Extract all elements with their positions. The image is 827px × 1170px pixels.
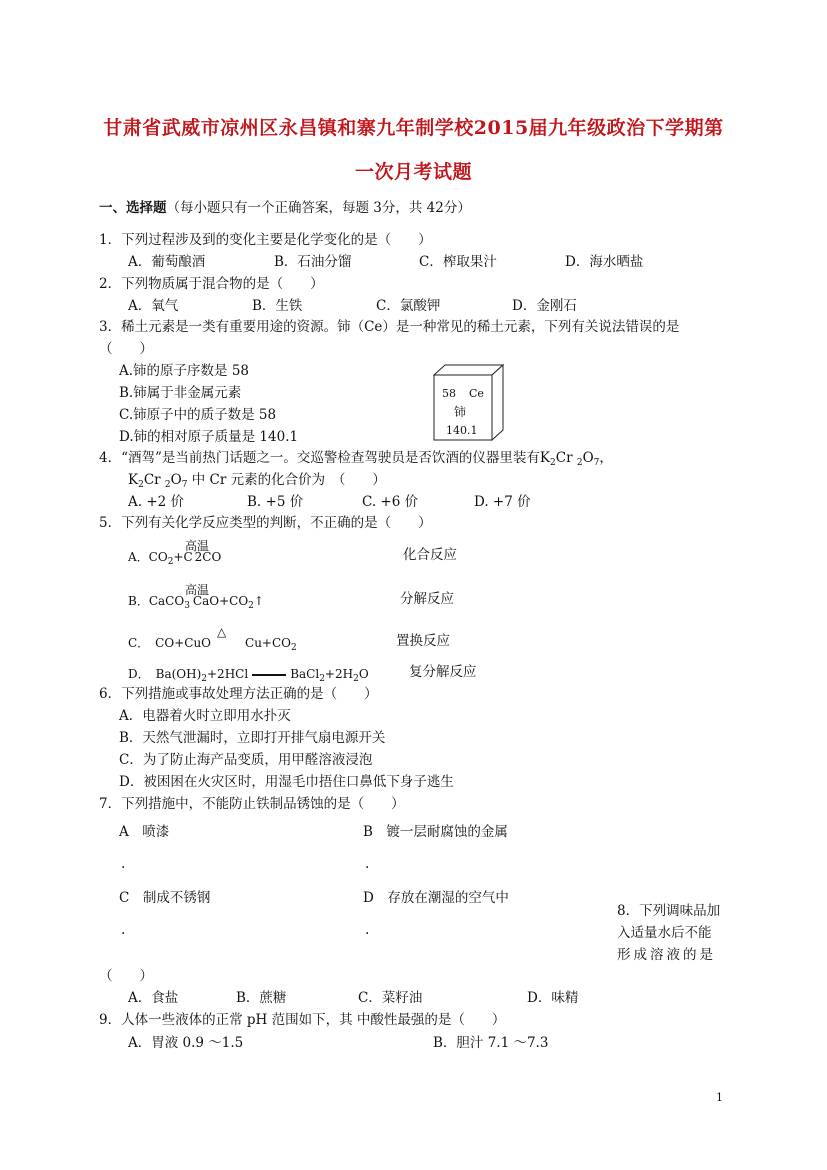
q1-option-a: A．葡萄酿酒 [128,254,206,270]
element-atomic-number: 58 [442,387,456,400]
q4-option-b: B. +5 价 [247,494,304,510]
q4-line2 [128,474,386,488]
page-number: 1 [716,1091,723,1104]
q5-b-equation: B．CaCO$_3$ $CaO+CO_2↑$ [128,594,264,611]
q5-a-product: 2CO [194,550,222,564]
q6-option-d: D．被困困在火灾区时，用湿毛巾捂住口鼻低下身子逃生 [119,774,454,790]
q8-option-c: C．菜籽油 [358,990,423,1006]
q3-option-c: C.铈原子中的质子数是 58 [119,407,277,423]
q7-option-c: C 制成不锈钢 [119,890,211,906]
q5-a-equation: A．$CO_2+C$ 2CO [128,550,222,567]
q3-option-a: A.铈的原子序数是 58 [119,363,250,379]
q7-dot-d: . [365,922,370,938]
q1-option-d: D．海水晒盐 [565,254,644,270]
q2-option-a: A．氧气 [128,298,179,314]
q5-d-product2: +2H [324,667,354,681]
q4-comma: ， [599,450,613,466]
q4-formula-sub1: 2 [550,458,556,468]
q4-formula-sub2: 2 [576,458,583,468]
q8-option-a: A．食盐 [128,990,179,1006]
equals-line [252,674,286,676]
q9-option-b: B．胆汁 7.1 ～7.3 [433,1035,549,1051]
q6-stem: 6．下列措施或事故处理方法正确的是（ ） [99,686,378,702]
q4-formula-k: K [539,450,550,466]
q3-paren: （ ） [99,341,153,357]
q4-formula2-o: O [170,472,182,488]
q5-d-product1: BaCl [290,667,320,681]
q4-formula2-sub1: 2 [138,480,144,490]
q5-d-equation: D． $Ba(OH)_2+2HCl$ $BaCl_2+2H_2O$ [128,667,369,684]
q5-b-reactant: B．CaCO [128,594,185,608]
q8-option-d: D．味精 [527,990,579,1006]
heat-triangle-icon: △ [217,625,227,639]
section-note: （每小题只有一个正确答案，每题 3分，共 42分） [166,200,471,216]
q1-option-c: C．榨取果汁 [419,254,497,270]
section-heading [99,202,471,216]
q5-a-reactant2: +C [173,550,193,564]
q5-a-reactant: A．CO [128,550,168,564]
q4-formula-2 [128,472,187,488]
q5-a-condition: 高温 [185,539,210,553]
q6-option-c: C．为了防止海产品变质，用甲醛溶液浸泡 [119,752,373,768]
q7-dot-c: . [121,922,126,938]
q5-b-product: CaO+CO [192,594,249,608]
q8-stem-line1: 8．下列调味品加 [617,903,721,919]
q4-formula2-k: K [128,472,139,488]
q5-c-reactant: C． CO+CuO [128,636,212,650]
q5-c-type: 置换反应 [396,633,450,649]
q5-d-product3: O [358,667,369,681]
q9-option-a: A．胃液 0.9 ～1.5 [128,1035,244,1051]
q8-paren: （ ） [99,968,153,984]
page-title-line2: 一次月考试题 [354,161,472,183]
q7-dot-a: . [121,856,126,872]
q4-formula2-sub2: 2 [164,480,171,490]
q4-formula-sub3: 7 [593,458,600,468]
q4-formula2-sub3: 7 [181,480,188,490]
q4-formula-o: O [582,450,594,466]
q4-option-a: A. +2 价 [128,494,185,510]
q4-line2-text: 中 Cr 元素的化合价为 （ ） [191,472,386,488]
q2-option-c: C．氯酸钾 [376,298,441,314]
q3-stem: 3．稀土元素是一类有重要用途的资源。铈（Ce）是一种常见的稀土元素，下列有关说法错误的是 [99,319,680,335]
q8-stem-line2: 入适量水后不能 [617,925,712,941]
q2-stem: 2．下列物质属于混合物的是（ ） [99,276,324,292]
q4-stem-text: 4．“酒驾”是当前热门话题之一。交巡警检查驾驶员是否饮酒的仪器里装有 [99,450,540,466]
cerium-element-card [433,364,505,442]
q5-d-reactant2: +2HCl [207,667,249,681]
q6-option-a: A．电器着火时立即用水扑灭 [119,708,291,724]
page-title-line1: 甘肃省武威市凉州区永昌镇和寨九年制学校2015届九年级政治下学期第 [103,117,724,139]
gas-arrow-icon: ↑ [253,594,264,608]
q5-stem: 5．下列有关化学反应类型的判断，不正确的是（ ） [99,515,432,531]
q5-a-type: 化合反应 [403,547,457,563]
q9-stem: 9．人体一些液体的正常 pH 范围如下，其 中酸性最强的是（ ） [99,1012,506,1028]
q7-dot-b: . [365,856,370,872]
q1-stem: 1．下列过程涉及到的变化主要是化学变化的是（ ） [99,232,432,248]
q2-option-d: D．金刚石 [512,298,577,314]
q3-option-d: D.铈的相对原子质量是 140.1 [119,429,299,445]
q7-option-b: B 镀一层耐腐蚀的金属 [363,824,508,840]
q4-formula2-cr: Cr [143,472,161,488]
q1-option-b: B．石油分馏 [274,254,352,270]
q6-option-b: B．天然气泄漏时，立即打开排气扇电源开关 [119,730,386,746]
q4-formula [540,450,599,466]
q5-b-type: 分解反应 [400,591,454,607]
q7-stem: 7．下列措施中，不能防止铁制品锈蚀的是（ ） [99,796,405,812]
q4-option-c: C. +6 价 [362,494,419,510]
q8-option-b: B．蔗糖 [236,990,287,1006]
q7-option-d: D 存放在潮湿的空气中 [363,890,509,906]
element-name: 铈 [454,405,467,419]
q5-d-reactant: D． Ba(OH) [128,667,202,681]
q5-d-type: 复分解反应 [409,664,477,680]
q4-stem [99,452,613,466]
element-mass: 140.1 [446,424,478,437]
element-symbol: Ce [469,387,484,400]
q4-option-d: D. +7 价 [474,494,531,510]
q7-option-a: A 喷漆 [119,824,170,840]
q5-c-equation: C． CO+CuO $Cu+CO_2$ [128,636,297,653]
q2-option-b: B．生铁 [252,298,303,314]
q5-b-condition: 高温 [185,583,210,597]
q3-option-b: B.铈属于非金属元素 [119,385,242,401]
q8-stem-line3: 形成溶液的是 [617,947,716,963]
q5-c-product: Cu+CO [245,636,291,650]
section-label: 一、选择题 [99,200,167,216]
q4-formula-cr: Cr [555,450,573,466]
